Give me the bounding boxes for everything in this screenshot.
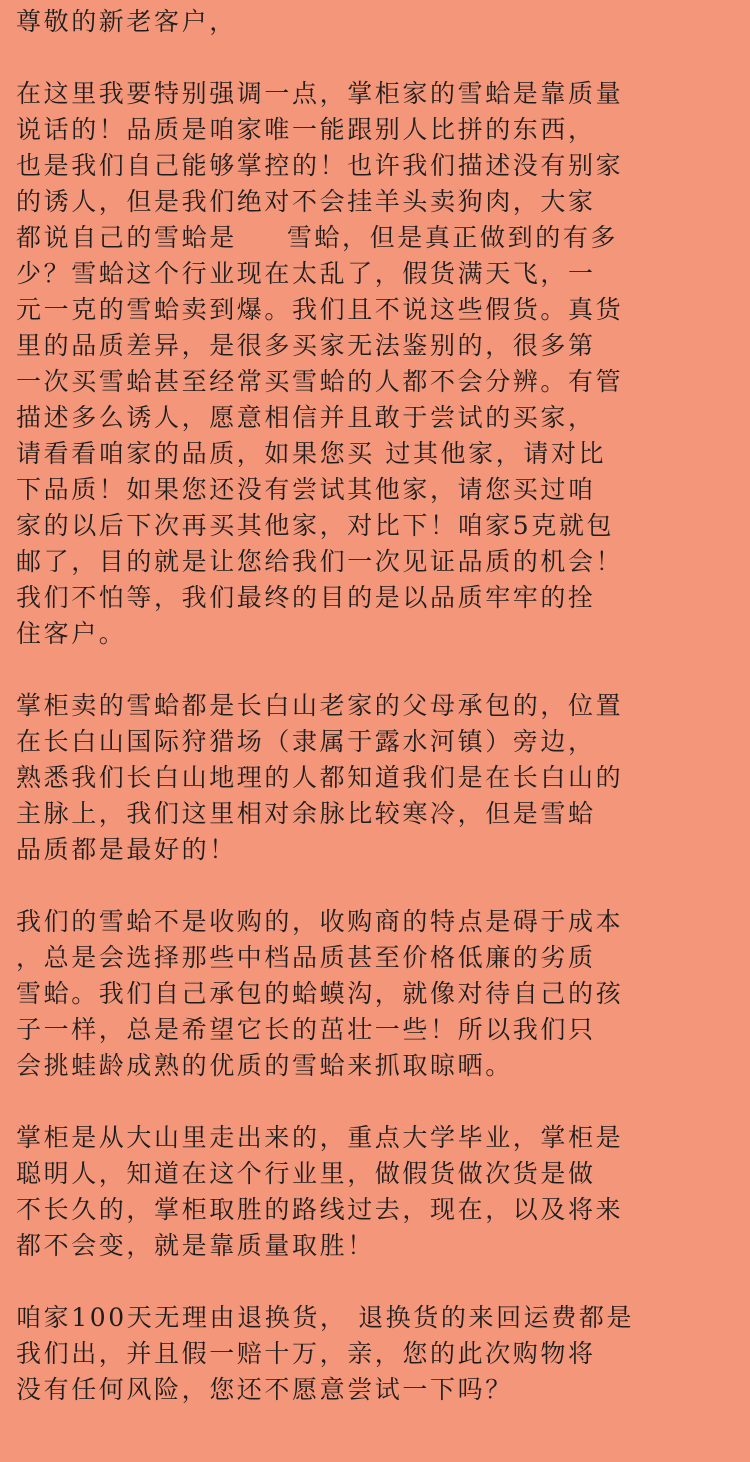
text-line: 在这里我要特别强调一点，掌柜家的雪蛤是靠质量 <box>16 79 624 108</box>
paragraph-guarantee <box>16 1300 734 1408</box>
text-line: 聪明人，知道在这个行业里，做假货做次货是做 <box>16 1159 596 1188</box>
text-line: 主脉上，我们这里相对余脉比较寒冷，但是雪蛤 <box>16 799 596 828</box>
text-line: 都不会变，就是靠质量取胜！ <box>16 1231 375 1260</box>
text-line: 邮了，目的就是让您给我们一次见证品质的机会！ <box>16 547 624 576</box>
paragraph-gap <box>16 40 734 76</box>
text-line: 没有任何风险，您还不愿意尝试一下吗？ <box>16 1375 513 1404</box>
text-line: 雪蛤。我们自己承包的蛤蟆沟，就像对待自己的孩 <box>16 979 624 1008</box>
text-line: 说话的！品质是咱家唯一能跟别人比拼的东西， <box>16 115 596 144</box>
text-line: 掌柜是从大山里走出来的，重点大学毕业，掌柜是 <box>16 1123 624 1152</box>
text-line: 品质都是最好的！ <box>16 835 237 864</box>
paragraph-farming <box>16 904 734 1084</box>
paragraph-shopkeeper <box>16 1120 734 1264</box>
text-line: 不长久的，掌柜取胜的路线过去，现在，以及将来 <box>16 1195 624 1224</box>
text-line: 咱家100天无理由退换货， 退换货的来回运费都是 <box>16 1303 635 1332</box>
text-line: 少？雪蛤这个行业现在太乱了，假货满天飞，一 <box>16 259 596 288</box>
text-line: 家的以后下次再买其他家，对比下！咱家5克就包 <box>16 511 615 540</box>
text-line: 也是我们自己能够掌控的！也许我们描述没有别家 <box>16 151 624 180</box>
text-line: 我们出，并且假一赔十万，亲，您的此次购物将 <box>16 1339 596 1368</box>
text-segment: 都说自己的雪蛤是 <box>16 223 237 252</box>
text-line: 的诱人，但是我们绝对不会挂羊头卖狗肉，大家 <box>16 187 596 216</box>
paragraph-gap <box>16 1264 734 1300</box>
text-line: 熟悉我们长白山地理的人都知道我们是在长白山的 <box>16 763 624 792</box>
paragraph-gap <box>16 868 734 904</box>
paragraph-origin <box>16 688 734 868</box>
text-line: 请看看咱家的品质，如果您买 过其他家，请对比 <box>16 439 607 468</box>
text-line: 会挑蛙龄成熟的优质的雪蛤来抓取晾晒。 <box>16 1051 513 1080</box>
greeting-line: 尊敬的新老客户， <box>16 7 237 36</box>
text-segment: 雪蛤，但是真正做到的有多 <box>286 223 619 252</box>
text-line: 里的品质差异，是很多买家无法鉴别的，很多第 <box>16 331 596 360</box>
text-line: 掌柜卖的雪蛤都是长白山老家的父母承包的，位置 <box>16 691 624 720</box>
text-line-with-gap <box>16 220 734 256</box>
text-line: 元一克的雪蛤卖到爆。我们且不说这些假货。真货 <box>16 295 624 324</box>
text-line: 我们的雪蛤不是收购的，收购商的特点是碍于成本 <box>16 907 624 936</box>
text-line: 住客户。 <box>16 619 127 648</box>
text-line: 一次买雪蛤甚至经常买雪蛤的人都不会分辨。有管 <box>16 367 624 396</box>
text-line: ，总是会选择那些中档品质甚至价格低廉的劣质 <box>16 943 596 972</box>
text-line: 下品质！如果您还没有尝试其他家，请您买过咱 <box>16 475 596 504</box>
text-line: 我们不怕等，我们最终的目的是以品质牢牢的拴 <box>16 583 596 612</box>
text-line: 在长白山国际狩猎场（隶属于露水河镇）旁边， <box>16 727 596 756</box>
paragraph-gap <box>16 1084 734 1120</box>
text-line: 描述多么诱人，愿意相信并且敢于尝试的买家， <box>16 403 596 432</box>
text-line: 子一样，总是希望它长的茁壮一些！所以我们只 <box>16 1015 596 1044</box>
paragraph-quality <box>16 76 734 652</box>
paragraph-gap <box>16 652 734 688</box>
